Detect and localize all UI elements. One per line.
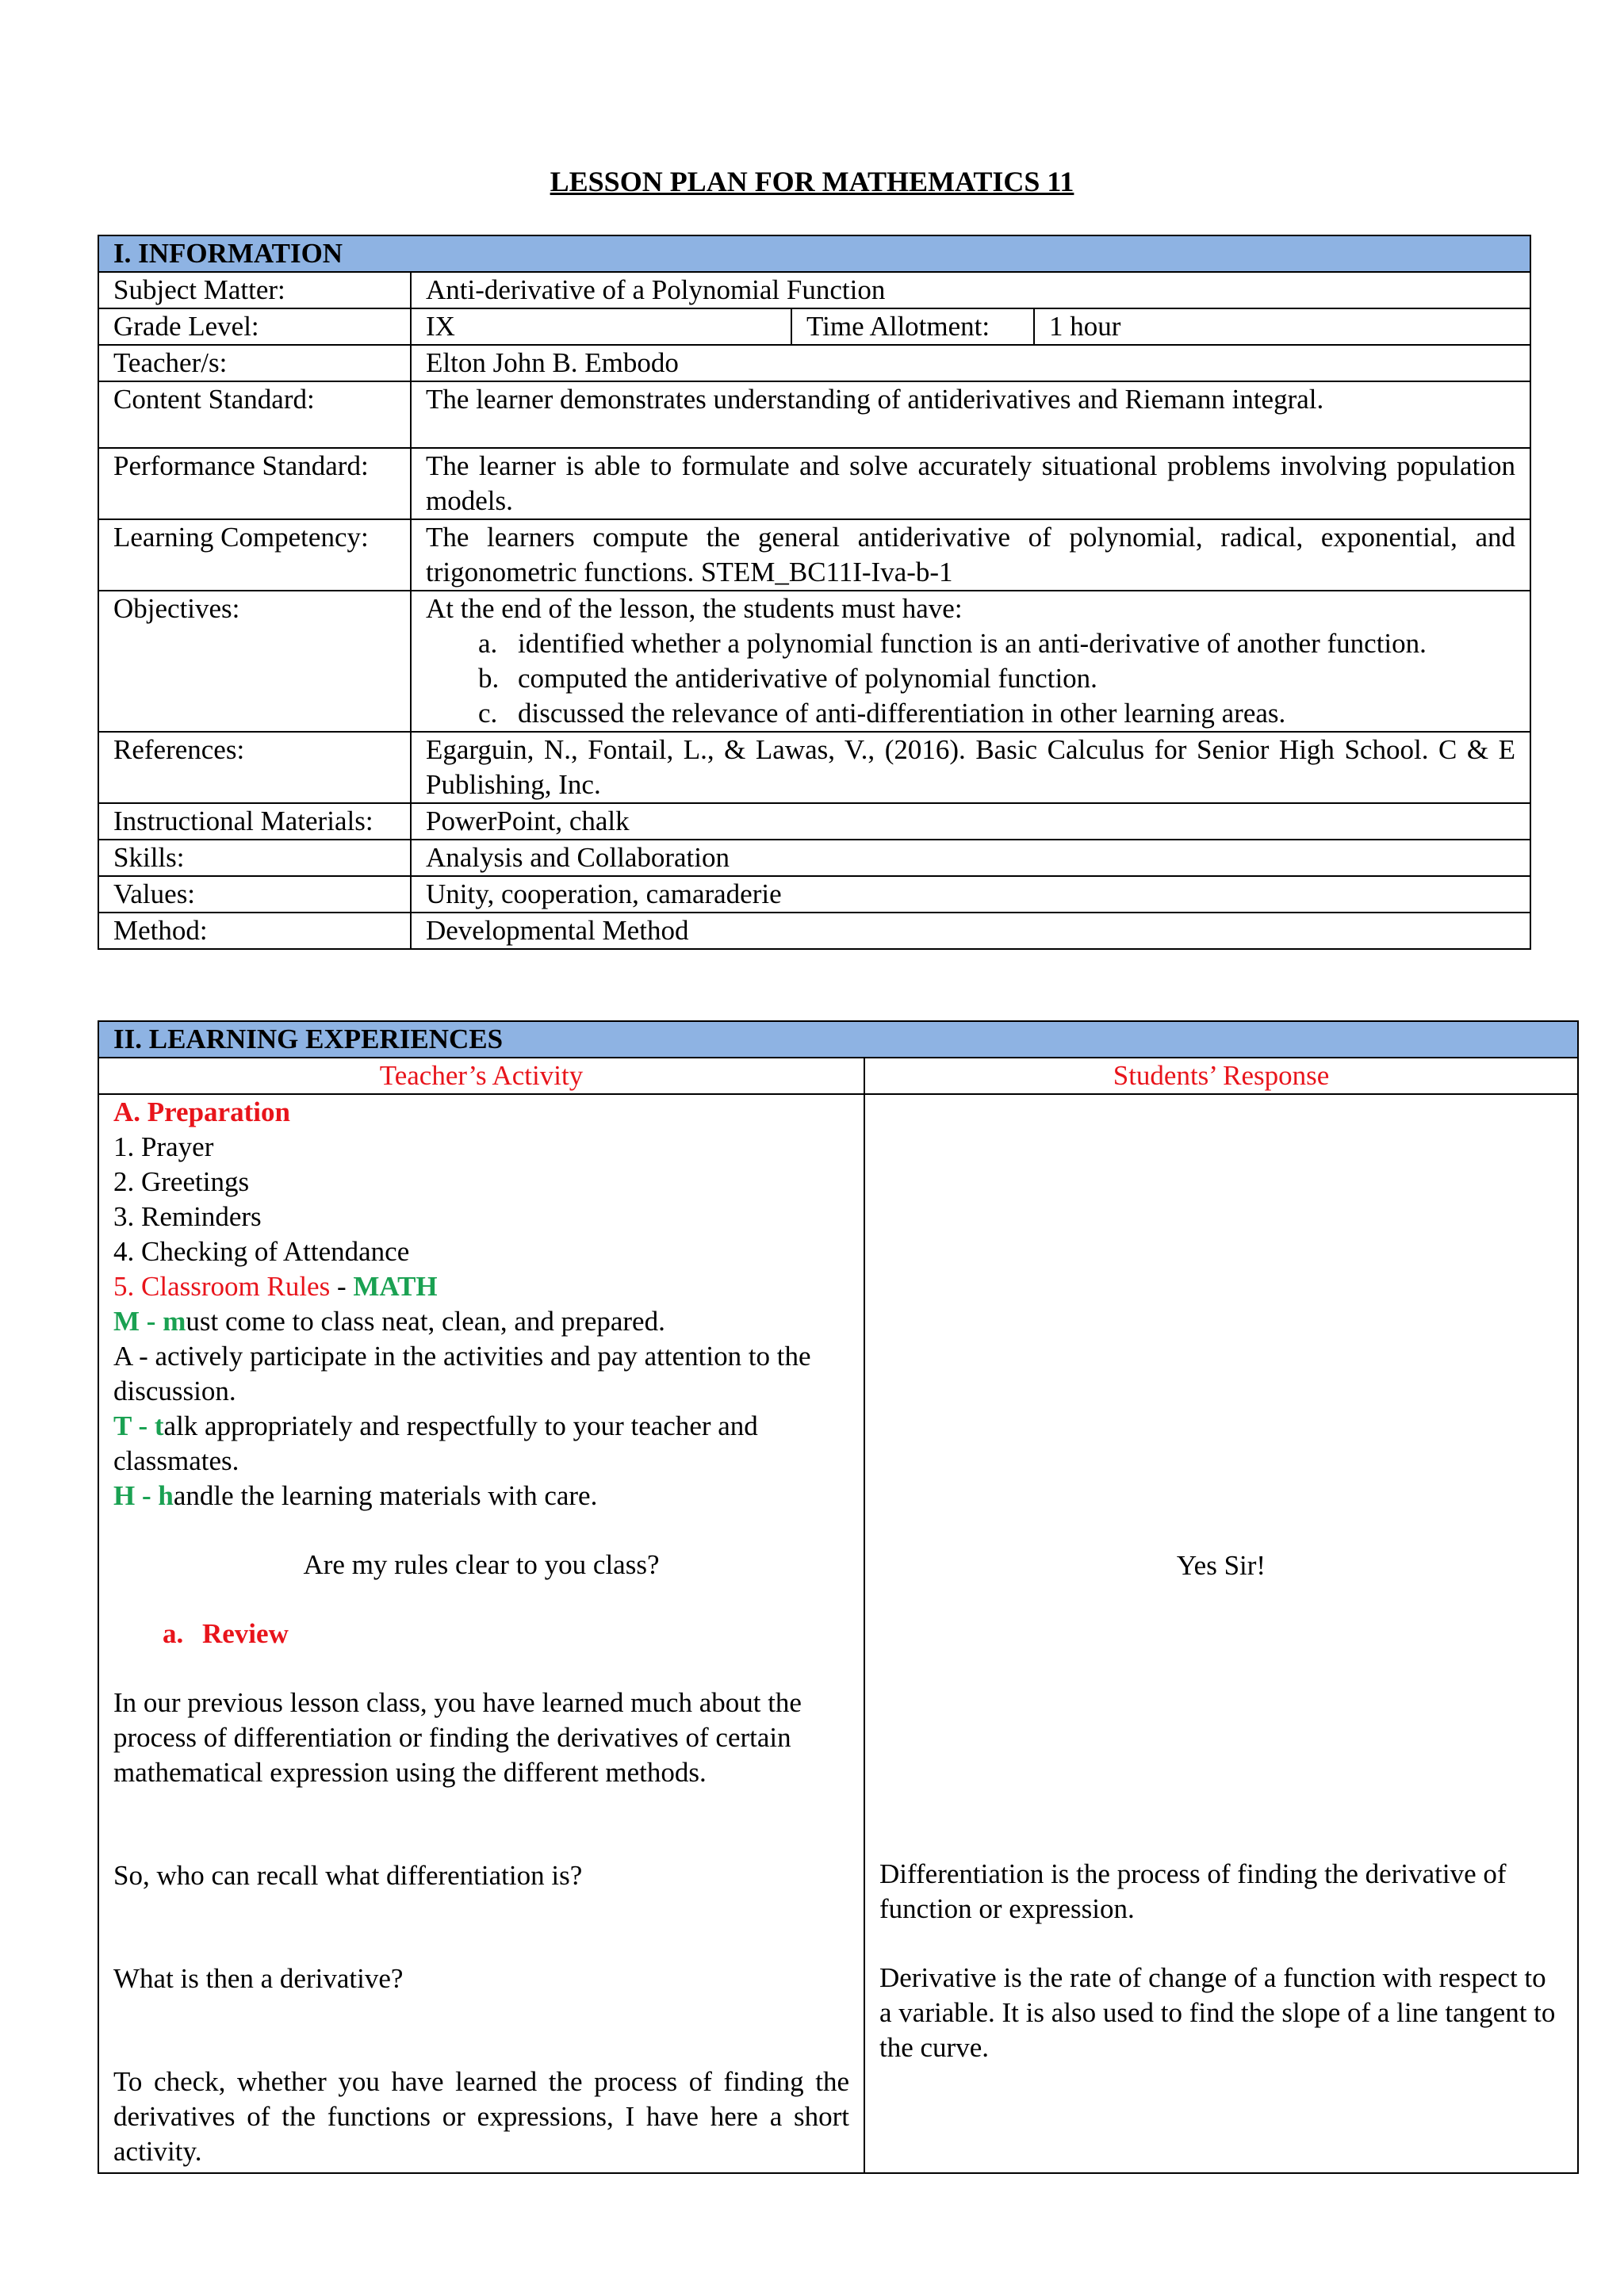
list-item: 3. Reminders xyxy=(113,1201,262,1232)
method-label: Method: xyxy=(98,913,411,949)
teacher-label: Teacher/s: xyxy=(98,345,411,381)
time-label: Time Allotment: xyxy=(791,308,1034,345)
materials-value: PowerPoint, chalk xyxy=(411,803,1530,840)
subject-value: Anti-derivative of a Polynomial Function xyxy=(411,272,1530,308)
time-value: 1 hour xyxy=(1034,308,1530,345)
learning-experiences-table xyxy=(98,1020,1579,2174)
references-label: References: xyxy=(98,732,411,803)
values-value: Unity, cooperation, camaraderie xyxy=(411,876,1530,913)
skills-label: Skills: xyxy=(98,840,411,876)
teacher-column-header: Teacher’s Activity xyxy=(98,1058,864,1094)
list-item: 4. Checking of Attendance xyxy=(113,1236,410,1267)
method-value: Developmental Method xyxy=(411,913,1530,949)
list-item: a. identified whether a polynomial function is an anti-derivative of another function. xyxy=(478,628,1427,659)
list-item: 1. Prayer xyxy=(113,1131,214,1162)
student-response-cell xyxy=(864,1094,1578,2173)
review-heading: a. Review xyxy=(163,1618,289,1649)
performance-standard-value: The learner is able to formulate and solve accurately situational problems involving population models. xyxy=(411,448,1530,519)
objectives-label: Objectives: xyxy=(98,591,411,732)
learning-competency-value: The learners compute the general antiderivative of polynomial, radical, exponential, and trigonometric functions. STEM_BC11I-Iva-b-1 xyxy=(411,519,1530,591)
review-text: In our previous lesson class, you have learned much about the process of differentiation or finding the derivatives of certain mathematical expression using the different methods. xyxy=(113,1687,802,1788)
teacher-activity-cell xyxy=(98,1094,864,2173)
subject-label: Subject Matter: xyxy=(98,272,411,308)
performance-standard-label: Performance Standard: xyxy=(98,448,411,519)
content-standard-value: The learner demonstrates understanding of antiderivatives and Riemann integral. xyxy=(411,381,1530,448)
rule-m: M - must come to class neat, clean, and prepared. xyxy=(113,1306,665,1337)
learning-competency-label: Learning Competency: xyxy=(98,519,411,591)
information-table xyxy=(98,235,1531,950)
list-item: b. computed the antiderivative of polynomial function. xyxy=(478,663,1097,694)
skills-value: Analysis and Collaboration xyxy=(411,840,1530,876)
check-activity-text: To check, whether you have learned the process of finding the derivatives of the functions or expressions, I have here a short activity. xyxy=(113,2066,849,2167)
question-rules: Are my rules clear to you class? xyxy=(303,1549,660,1580)
values-label: Values: xyxy=(98,876,411,913)
learning-header: II. LEARNING EXPERIENCES xyxy=(98,1021,1578,1058)
page-title: LESSON PLAN FOR MATHEMATICS 11 xyxy=(550,166,1074,197)
materials-label: Instructional Materials: xyxy=(98,803,411,840)
objectives-cell xyxy=(411,591,1530,732)
objectives-list xyxy=(426,626,1515,731)
answer-derivative: Derivative is the rate of change of a function with respect to a variable. It is also used to find the slope of a line tangent to the curve. xyxy=(879,1962,1556,2063)
rule-a: A - actively participate in the activities and pay attention to the discussion. xyxy=(113,1341,860,1406)
student-column-header: Students’ Response xyxy=(864,1058,1578,1094)
answer-rules: Yes Sir! xyxy=(1176,1550,1266,1581)
rule-h: H - handle the learning materials with care. xyxy=(113,1480,598,1511)
teacher-value: Elton John B. Embodo xyxy=(411,345,1530,381)
question-derivative: What is then a derivative? xyxy=(113,1963,404,1994)
preparation-heading: A. Preparation xyxy=(113,1096,290,1127)
grade-label: Grade Level: xyxy=(98,308,411,345)
grade-value: IX xyxy=(411,308,791,345)
references-value: Egarguin, N., Fontail, L., & Lawas, V., (2016). Basic Calculus for Senior High School. C & E Publishing, Inc. xyxy=(411,732,1530,803)
objectives-intro: At the end of the lesson, the students must have: xyxy=(426,593,963,624)
question-differentiation: So, who can recall what differentiation is? xyxy=(113,1860,583,1891)
rule-t: T - talk appropriately and respectfully to your teacher and classmates. xyxy=(113,1410,758,1476)
classroom-rules-heading: 5. Classroom Rules - MATH xyxy=(113,1271,438,1302)
list-item: c. discussed the relevance of anti-differentiation in other learning areas. xyxy=(478,698,1286,729)
information-header: I. INFORMATION xyxy=(98,235,1530,272)
answer-differentiation: Differentiation is the process of finding the derivative of function or expression. xyxy=(879,1858,1507,1924)
content-standard-label: Content Standard: xyxy=(98,381,411,448)
list-item: 2. Greetings xyxy=(113,1166,250,1197)
